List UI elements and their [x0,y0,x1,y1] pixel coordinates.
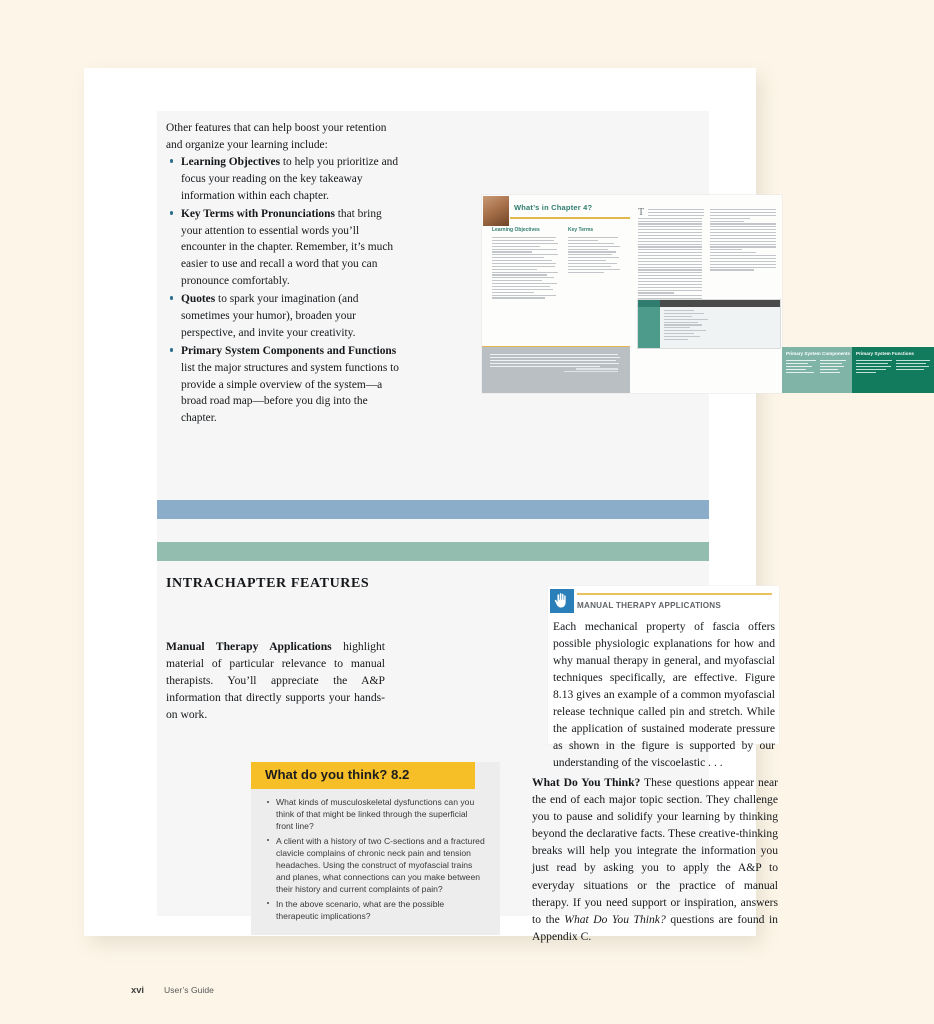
wdyt-blurb-italic: What Do You Think? [564,912,666,926]
spread-quote-band [482,347,630,393]
list-item [166,206,403,289]
what-do-you-think-blurb [532,774,778,946]
bullet-icon [267,902,269,904]
wdyt-blurb-term: What Do You Think? [532,775,641,789]
spread-primary-system-components-band [782,347,852,393]
feature-text: list the major structures and system functions to provide a simple overview of the system—a broad road map—before you dig into the chapter. [181,361,399,424]
spread-keyterms-lines [568,237,624,274]
mta-label: MANUAL THERAPY APPLICATIONS [577,601,722,610]
intro-block [166,120,403,429]
spread-table-head [638,300,780,307]
manual-therapy-applications-blurb [166,638,385,723]
list-item [265,796,487,833]
spread-title: What’s in Chapter 4? [514,203,593,212]
manual-therapy-hands-icon [550,589,574,613]
bullet-icon [170,348,173,351]
list-item [166,291,403,341]
running-head: User’s Guide [164,985,214,995]
chapter-spread-thumbnail [482,195,914,393]
spread-subhead-key-terms: Key Terms [568,227,594,233]
page-title: INTRACHAPTER FEATURES [166,576,370,591]
manual-therapy-applications-example-box [548,586,779,770]
page-sheet [84,68,914,995]
spread-primary-system-functions-band [852,347,934,393]
spread-dropcap: T [638,207,645,218]
mta-body-text: Each mechanical property of fascia offers possible physiologic explanations for how and why manual therapy in general, and myofascial techniques specifically, are effective. Figure 8.13 gives an example of a common myofascial release technique called pin and stretch. While the application of sustained moderate pressure as shown in the figure is supported by our understanding of the viscoelastic . . . [553,620,775,770]
question-text: What kinds of musculoskeletal dysfunctions can you think of that might be linked through the superficial front line? [276,797,475,832]
spread-objectives-lines [492,237,560,300]
feature-text: that bring your attention to essential words you’ll encounter in the chapter. Remember, it’s much easier to use and recall a word that you can pronounce comfortably. [181,208,394,287]
feature-term: Learning Objectives [181,156,281,169]
what-do-you-think-question-list [265,796,487,924]
question-text: In the above scenario, what are the possible therapeutic implications? [276,898,445,921]
feature-term: Quotes [181,293,216,306]
list-item [166,154,403,204]
mta-blurb-text: highlight material of particular relevance to manual therapists. You’ll appreciate the A&P information that directly supports your hands-on work. [166,639,385,721]
what-do-you-think-title: What do you think? 8.2 [265,767,410,782]
wdyt-blurb-part2: questions are found in Appendix C. [532,912,778,943]
spread-body-col-1 [638,209,704,307]
divider-bar-green [157,542,709,561]
spread-body-col-2 [710,209,778,272]
wdyt-blurb-part1: These questions appear near the end of each major topic section. They challenge you to pause and solidify your learning by thinking beyond the declarative facts. These creative-thinking breaks will help you integrate the information you just read by asking you to apply the A&P to everyday situations or the practice of manual therapy. If you need support or inspiration, answers to the [532,775,778,926]
feature-text: to help you prioritize and focus your reading on the key takeaway information within each chapter. [181,156,399,202]
divider-bar-blue [157,500,709,519]
intro-lead-paragraph: Other features that can help boost your retention and organize your learning include: [166,122,387,151]
spread-band-title: Primary System Components [786,351,851,356]
spread-table-tag [638,300,660,307]
what-do-you-think-box [251,762,500,935]
spread-title-rule [510,217,630,219]
feature-text: to spark your imagination (and sometimes your humor), broaden your perspective, and invite your creativity. [181,293,359,339]
bullet-icon [267,839,269,841]
spread-photo [483,196,509,226]
mta-gold-rule [577,593,772,595]
spread-subhead-learning-objectives: Learning Objectives [492,227,540,233]
folio-number: xvi [131,984,145,995]
question-text: A client with a history of two C-sections and a fractured clavicle complains of chronic neck pain and tension headaches. Using the construct of myofascial trains and planes, what connections can you make between their history and current complaints of pain? [276,835,485,895]
list-item [265,898,487,922]
feature-list [166,154,403,426]
bullet-icon [267,801,269,803]
page-footer [131,984,214,995]
list-item [166,343,403,426]
bullet-icon [170,159,173,162]
bullet-icon [170,296,173,299]
feature-term: Key Terms with Pronunciations [181,208,335,221]
bullet-icon [170,211,173,214]
spread-band-title: Primary System Functions [856,351,914,356]
feature-term: Primary System Components and Functions [181,345,397,358]
spread-right-page [634,195,914,393]
list-item [265,835,487,896]
spread-left-page [482,195,634,393]
spread-table [637,299,781,349]
mta-blurb-term: Manual Therapy Applications [166,639,332,653]
